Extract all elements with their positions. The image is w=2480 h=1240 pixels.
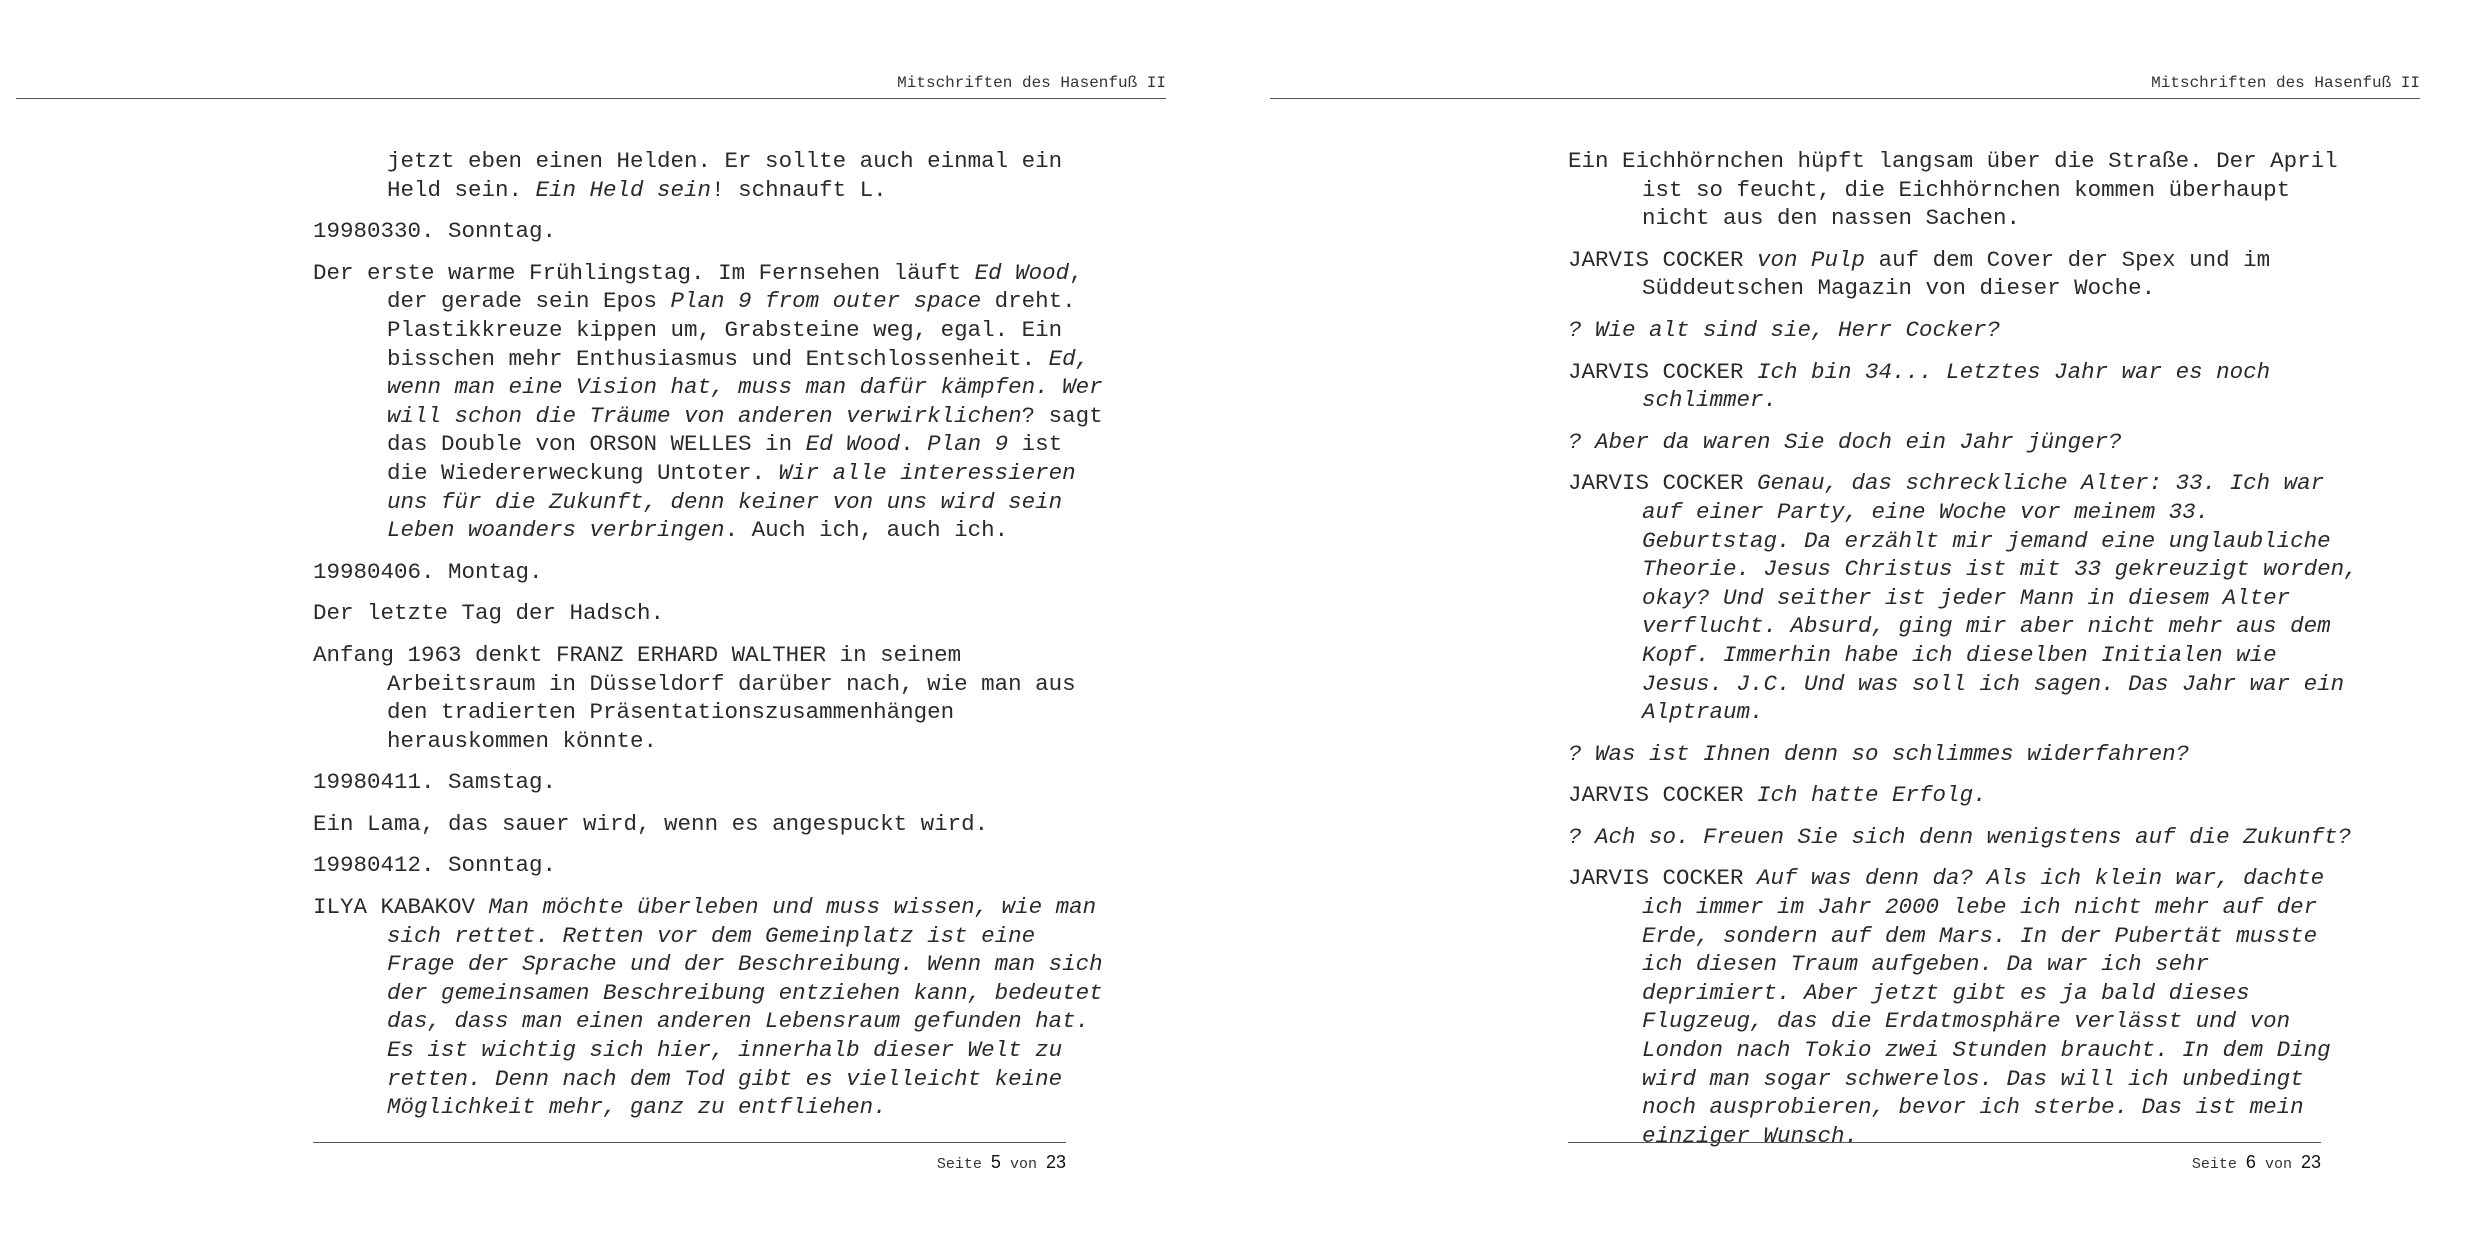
body-text [313,147,1113,1135]
paragraph [1568,358,2368,415]
running-header: Mitschriften des Hasenfuß II [897,74,1166,92]
text-run: 19980412. Sonntag. [313,852,557,879]
paragraph [1568,316,2368,345]
page-number: 5 [990,1152,1001,1172]
paragraph [313,851,1113,880]
footer-prefix: Seite [2191,1156,2237,1173]
text-run: Auf was denn da? Als ich klein war, dachte ich immer im Jahr 2000 lebe ich nicht mehr auf der Erde, sondern auf dem Mars. In der Pubertät musste ich diesen Traum aufgeben. Da war ich sehr deprimiert. Aber jetzt gibt es ja bald dieses Flugzeug, das die Erdatmosphäre verlässt und von London nach Tokio zwei Stunden braucht. In dem Ding wird man sogar schwerelos. Das will ich unbedingt noch ausprobieren, bevor ich sterbe. Das ist mein einziger Wunsch. [1642,865,2331,1149]
page-number: 6 [2245,1152,2256,1172]
text-run: JARVIS COCKER [1568,246,1758,273]
text-run: ILYA KABAKOV [313,894,489,921]
text-run: Ein Held sein [535,176,712,203]
text-run: 19980411. Samstag. [313,769,557,796]
paragraph [313,641,1113,755]
paragraph [1568,864,2368,1150]
text-run: . [900,431,928,458]
paragraph [1568,428,2368,457]
page-total: 23 [2300,1152,2321,1172]
footer-mid: von [2264,1156,2292,1173]
text-run: ? sagt das Double von ORSON WELLES in [387,402,1103,458]
paragraph [1568,740,2368,769]
paragraph [313,810,1113,839]
text-run: ? Ach so. Freuen Sie sich denn wenigstens auf die Zukunft? [1568,823,2352,850]
text-run: auf dem Cover der Spex und im Süddeutschen Magazin von dieser Woche. [1642,246,2271,302]
paragraph [313,259,1113,545]
text-run: von Pulp [1757,246,1866,273]
text-run: Ein Eichhörnchen hüpft langsam über die Straße. Der April ist so feucht, die Eichhörnchen kommen überhaupt nicht aus den nassen Sachen. [1568,148,2338,232]
text-run: JARVIS COCKER [1568,865,1758,892]
text-run: Genau, das schreckliche Alter: 33. Ich war auf einer Party, eine Woche vor meinem 33. Geburtstag. Da erzählt mir jemand eine unglaubliche Theorie. Jesus Christus ist mit 33 gekreuzigt worden, okay? Und seither ist jeder Mann in diesem Alter verflucht. Absurd, ging mir aber nicht mehr aus dem Kopf. Immerhin habe ich dieselben Initialen wie Jesus. J.C. Und was soll ich sagen. Das Jahr war ein Alptraum. [1642,470,2358,726]
paragraph [313,768,1113,797]
paragraph [1568,469,2368,726]
text-run: ? Aber da waren Sie doch ein Jahr jünger? [1568,428,2122,455]
text-run: Ed Wood [805,431,901,458]
page-footer [313,1152,1066,1182]
text-run: Ed, wenn man eine Vision hat, muss man dafür kämpfen. Wer will schon die Träume von anderen verwirklichen [387,345,1103,429]
text-run: ist die Wiedererweckung Untoter. [387,431,1063,486]
text-run: JARVIS COCKER [1568,358,1758,385]
text-run: Der erste warme Frühlingstag. Im Fernsehen läuft [313,259,975,286]
paragraph [1568,781,2368,810]
text-run: Ich hatte Erfolg. [1757,782,1987,809]
text-run: JARVIS COCKER [1568,782,1758,809]
text-run: . Auch ich, auch ich. [724,517,1009,544]
paragraph [1568,823,2368,852]
text-run: Wir alle interessieren uns für die Zukunft, denn keiner von uns wird sein Leben woanders verbringen [387,459,1076,544]
page-right [1240,0,2480,1240]
text-run: 19980330. Sonntag. [313,218,557,245]
text-run: 19980406. Montag. [313,558,543,585]
footer-rule [313,1142,1066,1143]
footer-prefix: Seite [936,1156,982,1173]
running-header: Mitschriften des Hasenfuß II [2151,74,2420,92]
header-rule [16,98,1166,99]
text-run: Man möchte überleben und muss wissen, wie man sich rettet. Retten vor dem Gemeinplatz ist eine Frage der Sprache und der Beschreibung. Wenn man sich der gemeinsamen Beschreibung entziehen kann, bedeutet das, dass man einen anderen Lebensraum gefunden hat. Es ist wichtig sich hier, innerhalb dieser Welt zu retten. Denn nach dem Tod gibt es vielleicht keine Möglichkeit mehr, ganz zu entfliehen. [387,894,1103,1121]
text-run: ! schnauft L. [711,176,887,203]
paragraph [313,217,1113,246]
text-run: dreht. Plastikkreuze kippen um, Grabsteine weg, egal. Ein bisschen mehr Enthusiasmus und Entschlossenheit. [387,288,1076,372]
paragraph [313,558,1113,587]
text-run: , der gerade sein Epos [387,259,1083,315]
text-run: Der letzte Tag der Hadsch. [313,600,665,627]
page-footer [1568,1152,2321,1182]
body-text [1568,147,2368,1163]
footer-rule [1568,1142,2321,1143]
text-run: JARVIS COCKER [1568,470,1758,497]
header-rule [1270,98,2420,99]
text-run: jetzt eben einen Helden. Er sollte auch einmal ein Held sein. [387,148,1063,203]
paragraph [313,893,1113,1122]
paragraph [313,147,1113,204]
text-run: Ed Wood [974,259,1070,286]
text-run: Ich bin 34... Letztes Jahr war es noch schlimmer. [1642,358,2271,414]
text-run: Anfang 1963 denkt FRANZ ERHARD WALTHER in seinem Arbeitsraum in Düsseldorf darüber nach, wie man aus den tradierten Präsentationszusammenhängen herauskommen könnte. [313,641,1076,754]
paragraph [1568,147,2368,233]
text-run: Plan 9 [927,431,1009,458]
page-total: 23 [1045,1152,1066,1172]
footer-mid: von [1009,1156,1037,1173]
paragraph [1568,246,2368,303]
text-run: Plan 9 from outer space [670,288,982,315]
text-run: ? Was ist Ihnen denn so schlimmes widerfahren? [1568,740,2190,767]
text-run: Ein Lama, das sauer wird, wenn es angespuckt wird. [313,810,989,837]
text-run: ? Wie alt sind sie, Herr Cocker? [1568,316,2001,343]
paragraph [313,599,1113,628]
